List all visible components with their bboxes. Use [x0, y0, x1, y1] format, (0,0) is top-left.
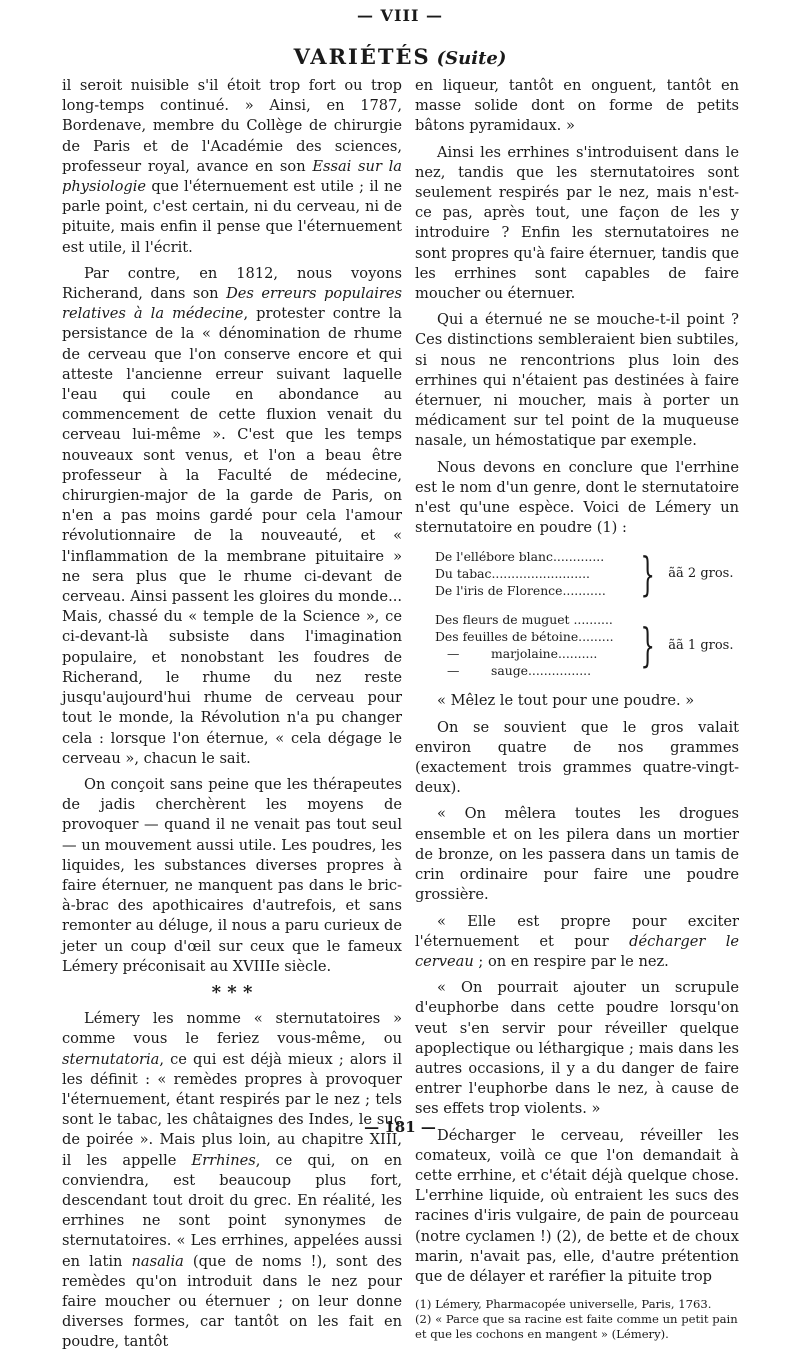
recipe-line: — marjolaine..........	[447, 646, 598, 662]
brace: }	[640, 618, 655, 673]
recipe-quantity: ãã 2 gros.	[668, 566, 734, 582]
recipe-line: Des fleurs de muguet ..........	[435, 612, 613, 628]
title-text: VARIÉTÉS	[293, 44, 431, 69]
recipe-block-1	[435, 548, 739, 599]
footnote: (2) « Parce que sa racine est faite comme un petit pain et que les cochons en mangent » (Lémery).	[415, 1312, 738, 1342]
paragraph: On se souvient que le gros valait environ quatre de nos grammes (exactement trois grammes quatre-vingt-deux).	[415, 718, 739, 797]
paragraph: Lémery les nomme « sternutatoires » comme vous le feriez vous-même, ou sternutatoria, ce qui est déjà mieux ; alors il les définit : « remèdes propres à provoquer l'éternuement, étant respirés par le nez ; tels sont le tabac, les châtaignes des Indes, le suc de poirée ». Mais plus loin, au chapitre XIII, il les appelle Errhines, ce qui, on en conviendra, est beaucoup plus fort, descendant tout droit du grec. En réalité, les errhines ne sont point synonymes de sternutatoires. « Les errhines, appelées aussi en latin nasalia (que de noms !), sont des remèdes qu'on introduit dans le nez pour faire moucher ou éternuer ; on leur donne diverses formes, car tantôt on les fait en poudre, tantôt	[62, 1010, 402, 1351]
footnote: (1) Lémery, Pharmacopée universelle, Paris, 1763.	[415, 1297, 712, 1312]
paragraph: Nous devons en conclure que l'errhine est le nom d'un genre, dont le sternutatoire n'est qu'une espèce. Voici de Lémery un sternutatoire en poudre (1) :	[415, 458, 739, 537]
left-column	[62, 76, 402, 1353]
recipe-line: De l'iris de Florence...........	[435, 583, 606, 599]
paragraph: Ainsi les errhines s'introduisent dans le nez, tandis que les sternutatoires sont seulement respirés par le nez, mais n'est-ce pas, après tout, une façon de les y introduire ? Enfin les sternutatoires ne sont propres qu'à faire éternuer, tandis que les errhines sont capables de faire moucher ou éternuer.	[415, 143, 739, 303]
recipe-line: — sauge................	[447, 663, 592, 679]
recipe-quantity: ãã 1 gros.	[668, 637, 734, 653]
paragraph: Qui a éternué ne se mouche-t-il point ? Ces distinctions sembleraient bien subtiles, si nous ne rencontrions plus loin des errhines qui n'étaient pas destinées à faire éternuer, ni moucher, mais à porter un médicament sur tel point de la muqueuse nasale, un hémostatique par exemple.	[415, 311, 739, 450]
paragraph: en liqueur, tantôt en onguent, tantôt en masse solide dont on forme de petits bâtons pyramidaux. »	[415, 77, 739, 135]
paragraph: « On pourrait ajouter un scrupule d'euphorbe dans cette poudre lorsqu'on veut s'en servir pour réveiller quelque apoplectique ou léthargique ; mais dans les autres occasions, il y a du danger de faire entrer l'euphorbe dans le nez, à cause de ses effets trop violents. »	[415, 979, 739, 1118]
recipe-line: Du tabac.........................	[435, 566, 590, 582]
paragraph: On conçoit sans peine que les thérapeutes de jadis cherchèrent les moyens de provoquer — quand il ne venait pas tout seul — un mouvement aussi utile. Les poudres, les liquides, les substances diverses propres à faire éternuer, ne manquent pas dans le bric-à-brac des apothicaires d'autrefois, et sans remonter au déluge, il nous a paru curieux de jeter un coup d'œil sur ceux que le fameux Lémery préconisait au XVIIIe siècle.	[62, 775, 402, 975]
right-column	[415, 76, 739, 1342]
recipe-block-2	[435, 611, 739, 679]
footnotes	[415, 1297, 739, 1342]
paragraph: « On mêlera toutes les drogues ensemble et on les pilera dans un mortier de bronze, on les passera dans un tamis de crin ordinaire pour faire une poudre grossière.	[415, 805, 739, 904]
page-number: — 181 —	[364, 1118, 436, 1136]
page-title	[0, 44, 800, 69]
paragraph: il seroit nuisible s'il étoit trop fort ou trop long-temps continué. » Ainsi, en 1787, Bordenave, membre du Collège de chirurgie de Paris et de l'Académie des sciences, professeur royal, avance en son Essai sur la physiologie que l'éternuement est utile ; il ne parle point, c'est certain, ni du cerveau, ni de pituite, mais enfin il pense que l'éternuement est utile, il l'écrit.	[62, 77, 403, 256]
paragraph: « Mêlez le tout pour une poudre. »	[437, 692, 695, 710]
recipe-line: De l'ellébore blanc.............	[435, 549, 605, 565]
section-separator: * * *	[211, 981, 253, 1003]
brace: }	[640, 546, 655, 601]
paragraph: Par contre, en 1812, nous voyons Richerand, dans son Des erreurs populaires relatives à la médecine, protester contre la persistance de la « dénomination de rhume de cerveau que l'on conserve encore et qui atteste l'ancienne erreur suivant laquelle l'eau qui coule en abondance au commencement de cette fluxion venait du cerveau lui-même ». C'est que les temps nouveaux sont venus, et l'on a beau être professeur à la Faculté de médecine, chirurgien-major de la garde de Paris, on n'en a pas moins gardé pour cela l'amour révolutionnaire de la nouveauté, et « l'inflammation de la membrane pituitaire » ne sera plus que le rhume ci-devant de cerveau. Ainsi passent les gloires du monde... Mais, chassé du « temple de la Science », ce ci-devant-là subsiste dans l'imagination populaire, et nonobstant les foudres de Richerand, le rhume du nez reste jusqu'aujourd'hui rhume de cerveau pour tout le monde, la Révolution n'a pu changer cela : lorsque l'on éternue, « cela dégage le cerveau », chacun le sait.	[62, 264, 403, 767]
paragraph: « Elle est propre pour exciter l'éternuement et pour décharger le cerveau ; on en respire par le nez.	[415, 912, 739, 970]
recipe-line: Des feuilles de bétoine.........	[435, 629, 614, 645]
title-suffix: (Suite)	[436, 48, 507, 69]
page-label: — VIII —	[356, 6, 443, 25]
paragraph: Décharger le cerveau, réveiller les comateux, voilà ce que l'on demandait à cette errhine, et c'était déjà quelque chose. L'errhine liquide, où entraient les sucs des racines d'iris vulgaire, de pain de pourceau (notre cyclamen !) (2), de bette et de choux marin, n'avait pas, elle, d'autre prétention que de délayer et raréfier la pituite trop	[415, 1126, 739, 1285]
